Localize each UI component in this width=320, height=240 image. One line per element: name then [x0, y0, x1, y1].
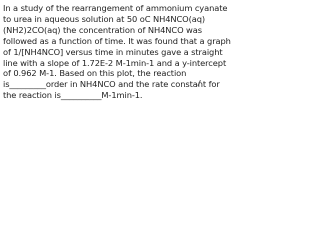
question-text: In a study of the rearrangement of ammonium cyanate to urea in aqueous solution at 50 oC NH4NCO(aq) (NH2)2CO(aq) the concentration of NH4NCO was followed as a function of time. It was found that a graph of 1/[NH4NCO] versus time in minutes gave a straight line with a slope of 1.72E-2 M-1min-1 and a y-intercept of 0.962 M-1. Based on this plot, the reaction is_________order in NH4NCO and the rate constant for the reaction is__________M-1min-1.	[3, 3, 231, 101]
